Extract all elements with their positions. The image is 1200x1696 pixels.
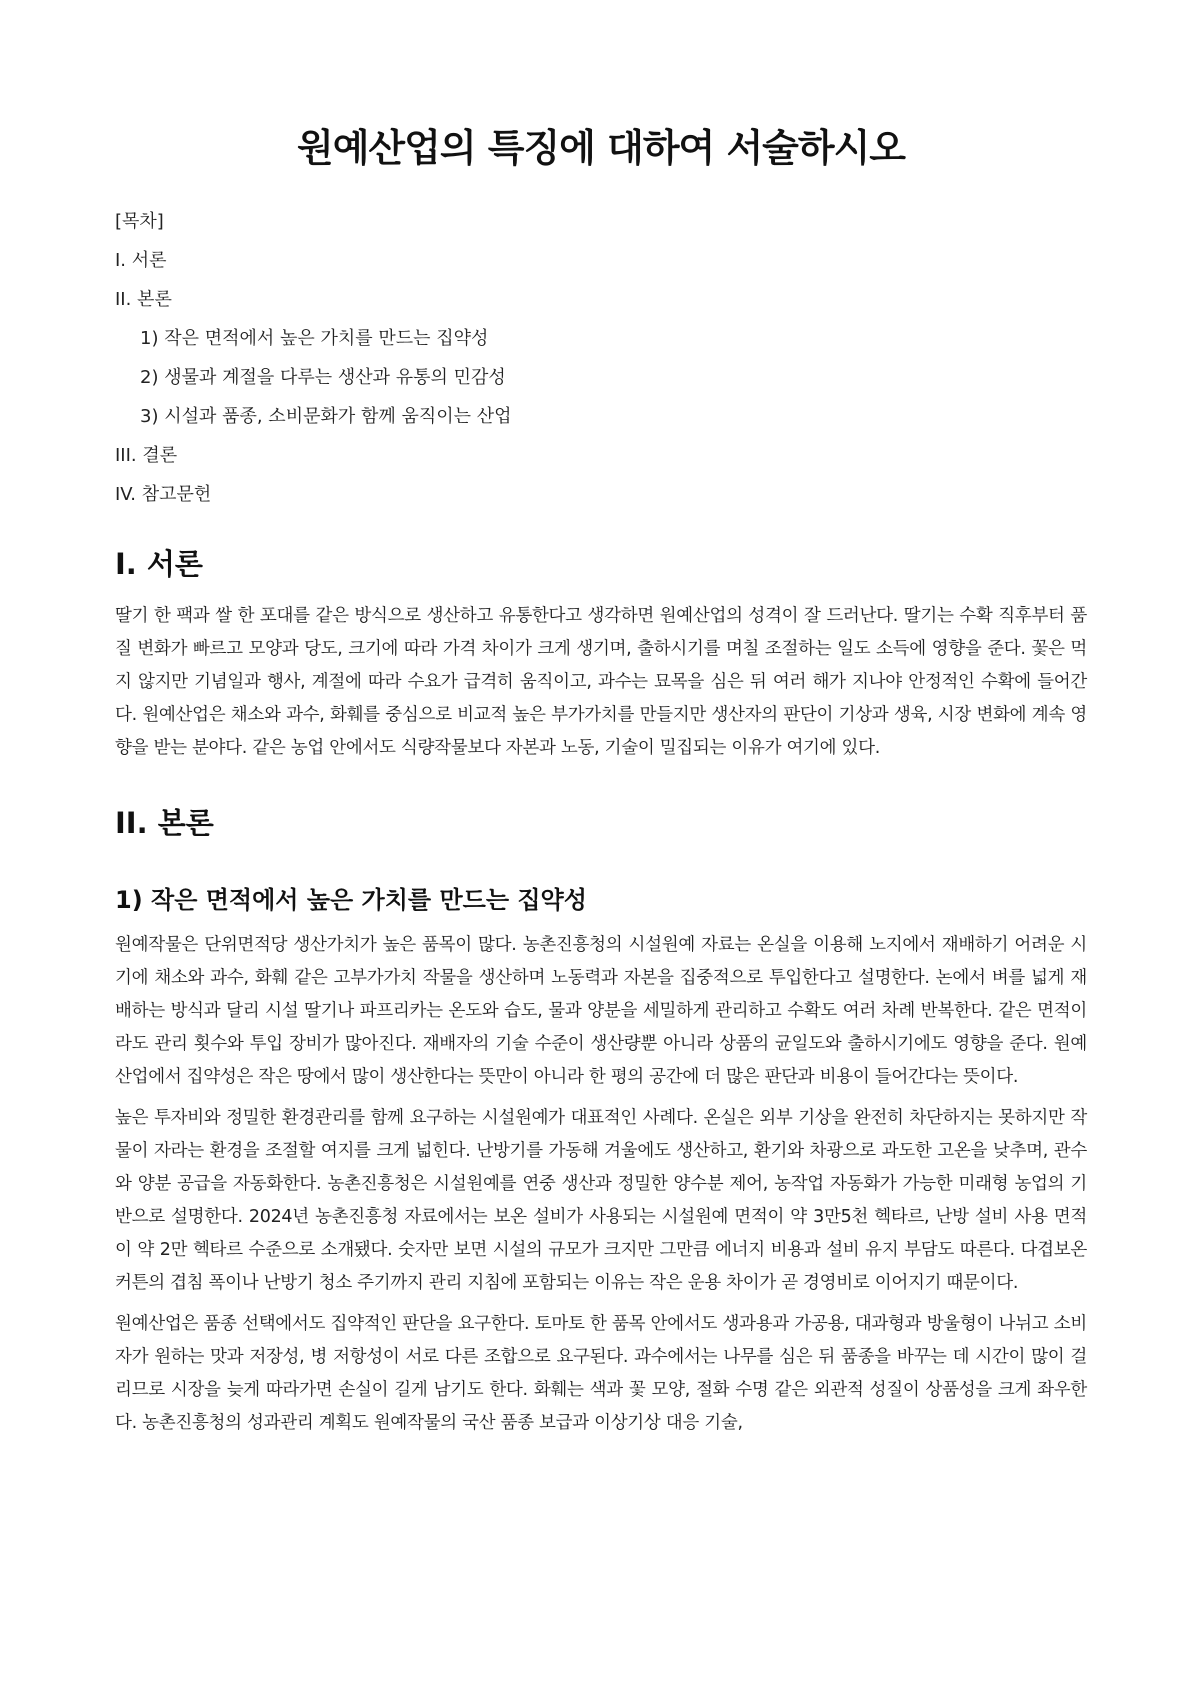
document-title: 원예산업의 특징에 대하여 서술하시오 — [296, 126, 906, 170]
toc-item-body-sub1: 1) 작은 면적에서 높은 가치를 만드는 집약성 — [140, 328, 489, 349]
section-intro — [115, 544, 1087, 765]
intro-paragraph: 딸기 한 팩과 쌀 한 포대를 같은 방식으로 생산하고 유통한다고 생각하면 원예산업의 성격이 잘 드러난다. 딸기는 수확 직후부터 품질 변화가 빠르고 모양과 당도, 크기에 따라 가격 차이가 크게 생기며, 출하시기를 며칠 조절하는 일도 소득에 영향을 준다. 꽃은 먹지 않지만 기념일과 행사, 계절에 따라 수요가 급격히 움직이고, 과수는 묘목을 심은 뒤 여러 해가 지나야 안정적인 수확에 들어간다. 원예산업은 채소와 과수, 화훼를 중심으로 비교적 높은 부가가치를 만들지만 생산자의 판단이 기상과 생육, 시장 변화에 계속 영향을 받는 분야다. 같은 농업 안에서도 식량작물보다 자본과 노동, 기술이 밀집되는 이유가 여기에 있다. — [115, 606, 1087, 758]
subsection-heading-1: 1) 작은 면적에서 높은 가치를 만드는 집약성 — [115, 886, 587, 914]
body-paragraph-3: 원예산업은 품종 선택에서도 집약적인 판단을 요구한다. 토마토 한 품목 안에서도 생과용과 가공용, 대과형과 방울형이 나뉘고 소비자가 원하는 맛과 저장성, 병 저항성이 서로 다른 조합으로 요구된다. 과수에서는 나무를 심은 뒤 품종을 바꾸는 데 시간이 많이 걸리므로 시장을 늦게 따라가면 손실이 길게 남기도 한다. 화훼는 색과 꽃 모양, 절화 수명 같은 외관적 성질이 상품성을 크게 좌우한다. 농촌진흥청의 성과관리 계획도 원예작물의 국산 품종 보급과 이상기상 대응 기술, — [115, 1314, 1087, 1433]
toc-item-body-sub2: 2) 생물과 계절을 다루는 생산과 유통의 민감성 — [140, 367, 506, 388]
toc-heading: [목차] — [115, 211, 164, 232]
toc-item-conclusion: III. 결론 — [115, 445, 178, 466]
table-of-contents — [115, 202, 1087, 514]
section-body — [115, 803, 1087, 1440]
toc-item-intro: I. 서론 — [115, 250, 167, 271]
section-heading-intro: I. 서론 — [115, 547, 203, 581]
toc-item-body-sub3: 3) 시설과 품종, 소비문화가 함께 움직이는 산업 — [140, 406, 512, 427]
body-paragraph-2: 높은 투자비와 정밀한 환경관리를 함께 요구하는 시설원예가 대표적인 사례다. 온실은 외부 기상을 완전히 차단하지는 못하지만 작물이 자라는 환경을 조절할 여지를 크게 넓힌다. 난방기를 가동해 겨울에도 생산하고, 환기와 차광으로 과도한 고온을 낮추며, 관수와 양분 공급을 자동화한다. 농촌진흥청은 시설원예를 연중 생산과 정밀한 양수분 제어, 농작업 자동화가 가능한 미래형 농업의 기반으로 설명한다. 2024년 농촌진흥청 자료에서는 보온 설비가 사용되는 시설원예 면적이 약 3만5천 헥타르, 난방 설비 사용 면적이 약 2만 헥타르 수준으로 소개됐다. 숫자만 보면 시설의 규모가 크지만 그만큼 에너지 비용과 설비 유지 부담도 따른다. 다겹보온커튼의 겹침 폭이나 난방기 청소 주기까지 관리 지침에 포함되는 이유는 작은 운용 차이가 곧 경영비로 이어지기 때문이다. — [115, 1108, 1087, 1293]
toc-item-body: II. 본론 — [115, 289, 172, 310]
body-paragraph-1: 원예작물은 단위면적당 생산가치가 높은 품목이 많다. 농촌진흥청의 시설원예 자료는 온실을 이용해 노지에서 재배하기 어려운 시기에 채소와 과수, 화훼 같은 고부가가치 작물을 생산하며 노동력과 자본을 집중적으로 투입한다고 설명한다. 논에서 벼를 넓게 재배하는 방식과 달리 시설 딸기나 파프리카는 온도와 습도, 물과 양분을 세밀하게 관리하고 수확도 여러 차례 반복한다. 같은 면적이라도 관리 횟수와 투입 장비가 많아진다. 재배자의 기술 수준이 생산량뿐 아니라 상품의 균일도와 출하시기에도 영향을 준다. 원예산업에서 집약성은 작은 땅에서 많이 생산한다는 뜻만이 아니라 한 평의 공간에 더 많은 판단과 비용이 들어간다는 뜻이다. — [115, 935, 1087, 1087]
section-heading-body: II. 본론 — [115, 806, 214, 840]
toc-item-references: IV. 참고문헌 — [115, 484, 212, 505]
